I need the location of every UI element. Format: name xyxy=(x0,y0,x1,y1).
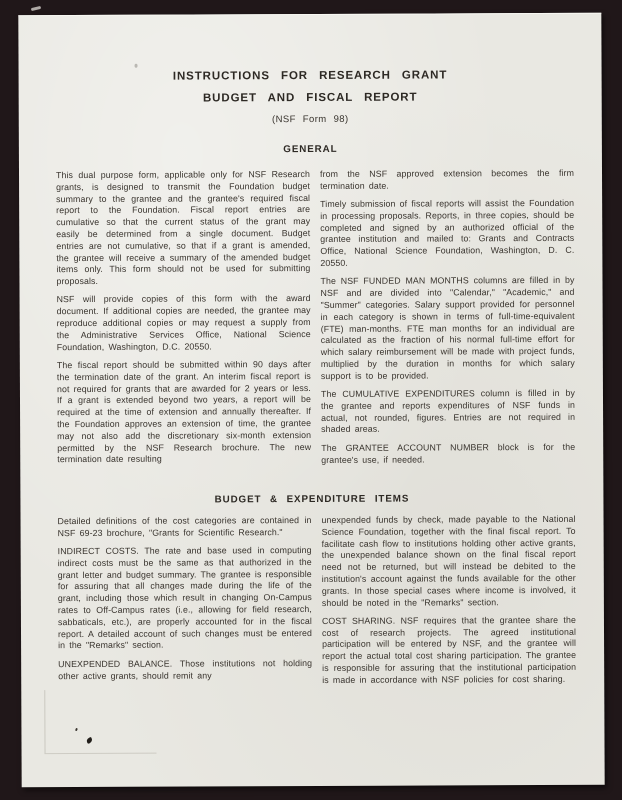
budget-section-columns xyxy=(21,514,605,688)
paragraph: This dual purpose form, applicable only for NSF Research grants, is designed to transmit the Foundation budget summary to the grantee and the grantee's required fiscal report to the Foundation. Fiscal report entries are cumulative so that the current status of the grant may easily be determined from a single document. Budget entries are not cumulative, so that if a grant is amended, the grantee will receive a summary of the amended budget items only. This form should not be used for submitting proposals. xyxy=(55,169,311,287)
paragraph: Timely submission of fiscal reports will assist the Foundation in processing proposals. Reports, in three copies, should be completed and signed by an authorized official of the grantee institution and mailed to: Grants and Contracts Office, National Science Foundation, Washington, D. C. 20550. xyxy=(320,197,575,269)
paragraph: from the NSF approved extension becomes the firm termination date. xyxy=(319,167,575,191)
budget-right-column xyxy=(322,514,577,687)
paragraph: UNEXPENDED BALANCE. Those institutions not holding other active grants, should remit any xyxy=(58,657,313,681)
ink-speck xyxy=(75,728,78,731)
general-left-column xyxy=(56,169,311,482)
paragraph: The fiscal report should be submitted within 90 days after the termination date of the grant. An interim fiscal report is not required for grants that are awarded for 2 years or less. If a grant is extended beyond two years, a report will be required at the time of extension and annually thereafter. If the Foundation approves an extension of time, the grantee may not also add the discretionary six-month extension permitted by the NSF Research brochure. The new termination date resulting xyxy=(56,358,312,465)
general-section-columns xyxy=(19,168,603,483)
ink-blot xyxy=(86,737,94,744)
dust-speck xyxy=(31,6,41,11)
title-block xyxy=(18,14,601,127)
paragraph: The GRANTEE ACCOUNT NUMBER block is for the grantee's use, if needed. xyxy=(321,441,576,465)
budget-left-column xyxy=(58,515,313,688)
document-page xyxy=(18,13,604,788)
paragraph: unexpended funds by check, made payable to the National Science Foundation, together with the final fiscal report. To facilitate cash flow to institutions holding other active grants, the unexpended balance shown on the final fiscal report need not be returned, but will instead be debited to the institution's account against the funds available for the other grants. In those special cases where income is involved, it should be noted in the "Remarks" section. xyxy=(321,513,576,608)
section-heading-budget-expenditure: BUDGET & EXPENDITURE ITEMS xyxy=(214,493,410,506)
general-right-column xyxy=(320,168,575,481)
section-heading-general: GENERAL xyxy=(283,143,338,156)
paper-crease xyxy=(44,690,156,754)
paragraph: The CUMULATIVE EXPENDITURES column is filled in by the grantee and reports expenditures of NSF funds in actual, not rounded, figures. Entries are not required in shaded areas. xyxy=(320,387,576,435)
paragraph: The NSF FUNDED MAN MONTHS columns are filled in by NSF and are divided into "Calendar," "Academic," and "Summer" categories. Salary support provided for personnel in each category is shown in terms of full-time-equivalent (FTE) man-months. FTE man months for an individual are calculated as the fraction of his normal full-time effort for which salary reimbursement will be made with project funds, multiplied by the duration in months for which salary support is to be provided. xyxy=(320,275,575,381)
document-title-line-2: BUDGET AND FISCAL REPORT xyxy=(202,91,418,105)
document-title-line-1: INSTRUCTIONS FOR RESEARCH GRANT xyxy=(172,69,448,83)
paragraph: COST SHARING. NSF requires that the grantee share the cost of research projects. The agreed institutional participation will be entered by NSF, and the grantee will report the actual total cost sharing participation. The grantee is responsible for assuring that the institutional participation is made in accordance with NSF policies for cost sharing. xyxy=(321,614,577,685)
paragraph: NSF will provide copies of this form with the award document. If additional copies are needed, the grantee may reproduce additional copies or may request a supply from the Administrative Services Office, National Science Foundation, Washington, D.C. 20550. xyxy=(56,293,311,352)
paragraph: INDIRECT COSTS. The rate and base used in computing indirect costs must be the same as that authorized in the grant letter and budget summary. The grantee is responsible for assuring that all changes made during the life of the grant, including those which result in changing On-Campus rates to Off-Campus rates (i.e., allowing for field research, sabbaticals, etc.), are properly accounted for in the fiscal report. A detailed account of such changes must be entered in the "Remarks" section. xyxy=(57,545,313,651)
form-number-note: (NSF Form 98) xyxy=(271,113,349,126)
paragraph: Detailed definitions of the cost categories are contained in NSF 69-23 brochure, "Grants for Scientific Research." xyxy=(57,515,312,538)
